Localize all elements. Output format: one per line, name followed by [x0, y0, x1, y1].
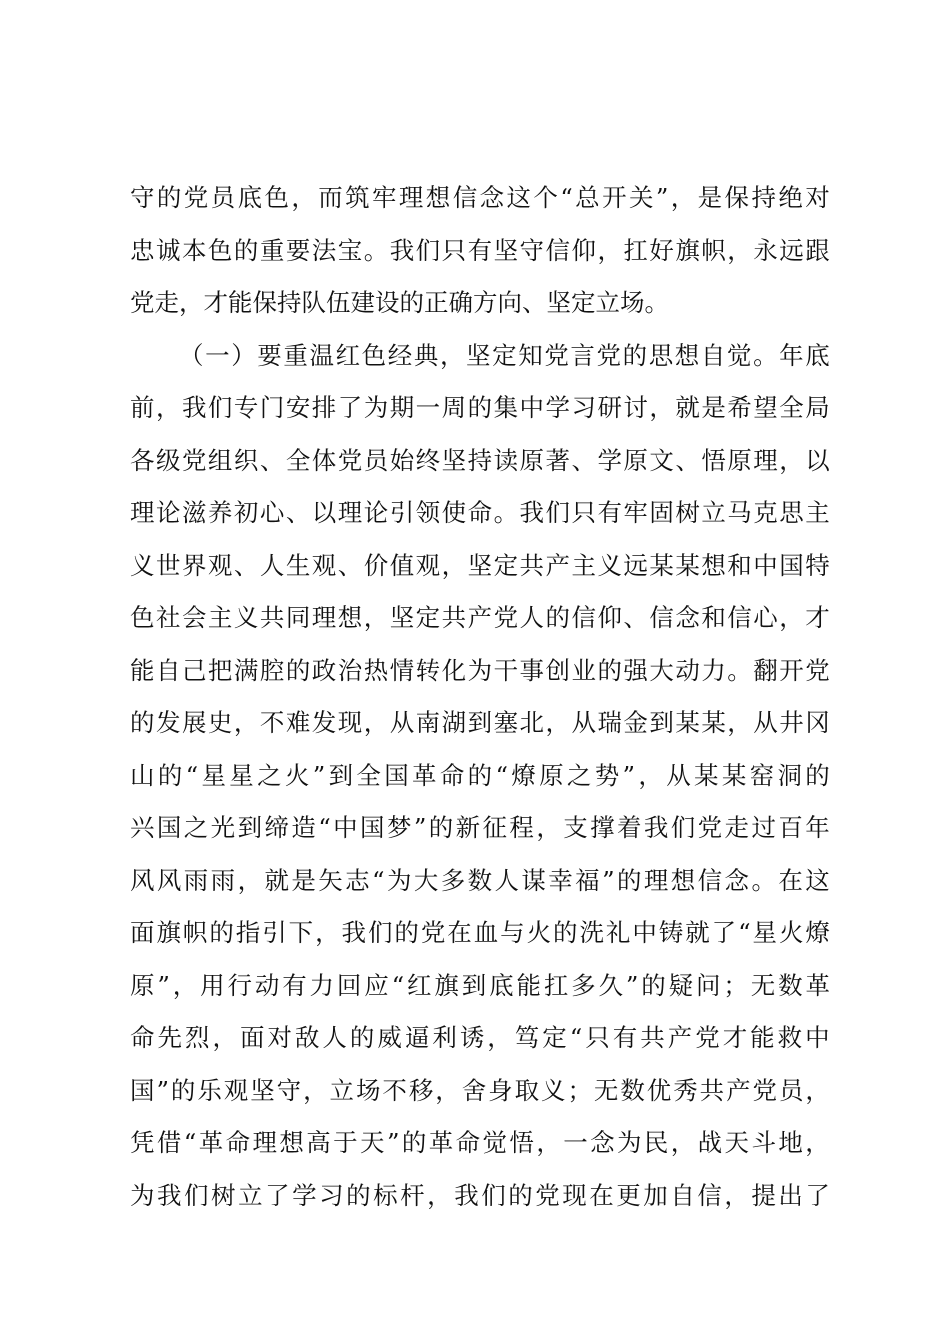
paragraph-line: 原 ” ， 用 行 动 有 力 回 应 “ 红 旗 到 底 能 扛 多 久 ” 的 疑 问 ； 无 数 革: [130, 970, 830, 1000]
paragraph-line: 命 先 烈 ， 面 对 敌 人 的 威 逼 利 诱 ， 笃 定 “ 只 有 共 产 党 才 能 救 中: [130, 1023, 830, 1052]
paragraph-line: 前 ， 我 们 专 门 安 排 了 为 期 一 周 的 集 中 学 习 研 讨 ， 就 是 希 望 全 局: [130, 393, 830, 422]
paragraph-line: 各 级 党 组 织 、 全 体 党 员 始 终 坚 持 读 原 著 、 学 原 文 、 悟 原 理 ， 以: [130, 445, 830, 475]
paragraph-line: 色 社 会 主 义 共 同 理 想 ， 坚 定 共 产 党 人 的 信 仰 、 信 念 和 信 心 ， 才: [130, 603, 830, 632]
paragraph-line: 党 走 ， 才 能 保 持 队 伍 建 设 的 正 确 方 向 、 坚 定 立 场 。: [130, 288, 669, 317]
body-text: [130, 172, 830, 1222]
paragraph-line: 守 的 党 员 底 色 ， 而 筑 牢 理 想 信 念 这 个 “ 总 开 关 ” ， 是 保 持 绝 对: [130, 183, 830, 212]
paragraph-line: 忠 诚 本 色 的 重 要 法 宝 。 我 们 只 有 坚 守 信 仰 ， 扛 好 旗 帜 ， 永 远 跟: [130, 235, 830, 265]
paragraph-line: 义 世 界 观 、 人 生 观 、 价 值 观 ， 坚 定 共 产 主 义 远 某 某 想 和 中 国 特: [130, 550, 830, 580]
paragraph-line: 兴 国 之 光 到 缔 造 “ 中 国 梦 ” 的 新 征 程 ， 支 撑 着 我 们 党 走 过 百 年: [130, 813, 830, 842]
paragraph-line: 国 ” 的 乐 观 坚 守 ， 立 场 不 移 ， 舍 身 取 义 ； 无 数 优 秀 共 产 党 员 ，: [130, 1075, 830, 1105]
paragraph-line: 风 风 雨 雨 ， 就 是 矢 志 “ 为 大 多 数 人 谋 幸 福 ” 的 理 想 信 念 。 在 这: [130, 865, 830, 895]
paragraph-line: 的 发 展 史 ， 不 难 发 现 ， 从 南 湖 到 塞 北 ， 从 瑞 金 到 某 某 ， 从 井 冈: [130, 708, 830, 737]
paragraph-line: 山 的 “ 星 星 之 火 ” 到 全 国 革 命 的 “ 燎 原 之 势 ” ， 从 某 某 窑 洞 的: [130, 760, 830, 790]
paragraph-line: 为 我 们 树 立 了 学 习 的 标 杆 ， 我 们 的 党 现 在 更 加 自 信 ， 提 出 了: [130, 1180, 830, 1210]
paragraph-line: 面 旗 帜 的 指 引 下 ， 我 们 的 党 在 血 与 火 的 洗 礼 中 铸 就 了 “ 星 火 燎: [130, 918, 830, 947]
paragraph-line: 理 论 滋 养 初 心 、 以 理 论 引 领 使 命 。 我 们 只 有 牢 固 树 立 马 克 思 主: [130, 498, 830, 527]
section-heading-line: （ 一 ） 要 重 温 红 色 经 典 ， 坚 定 知 党 言 党 的 思 想 自 觉 。 年 底: [179, 340, 830, 370]
paragraph-line: 凭 借 “ 革 命 理 想 高 于 天 ” 的 革 命 觉 悟 ， 一 念 为 民 ， 战 天 斗 地 ，: [130, 1128, 830, 1157]
paragraph-line: 能 自 己 把 满 腔 的 政 治 热 情 转 化 为 干 事 创 业 的 强 大 动 力 。 翻 开 党: [130, 655, 830, 685]
